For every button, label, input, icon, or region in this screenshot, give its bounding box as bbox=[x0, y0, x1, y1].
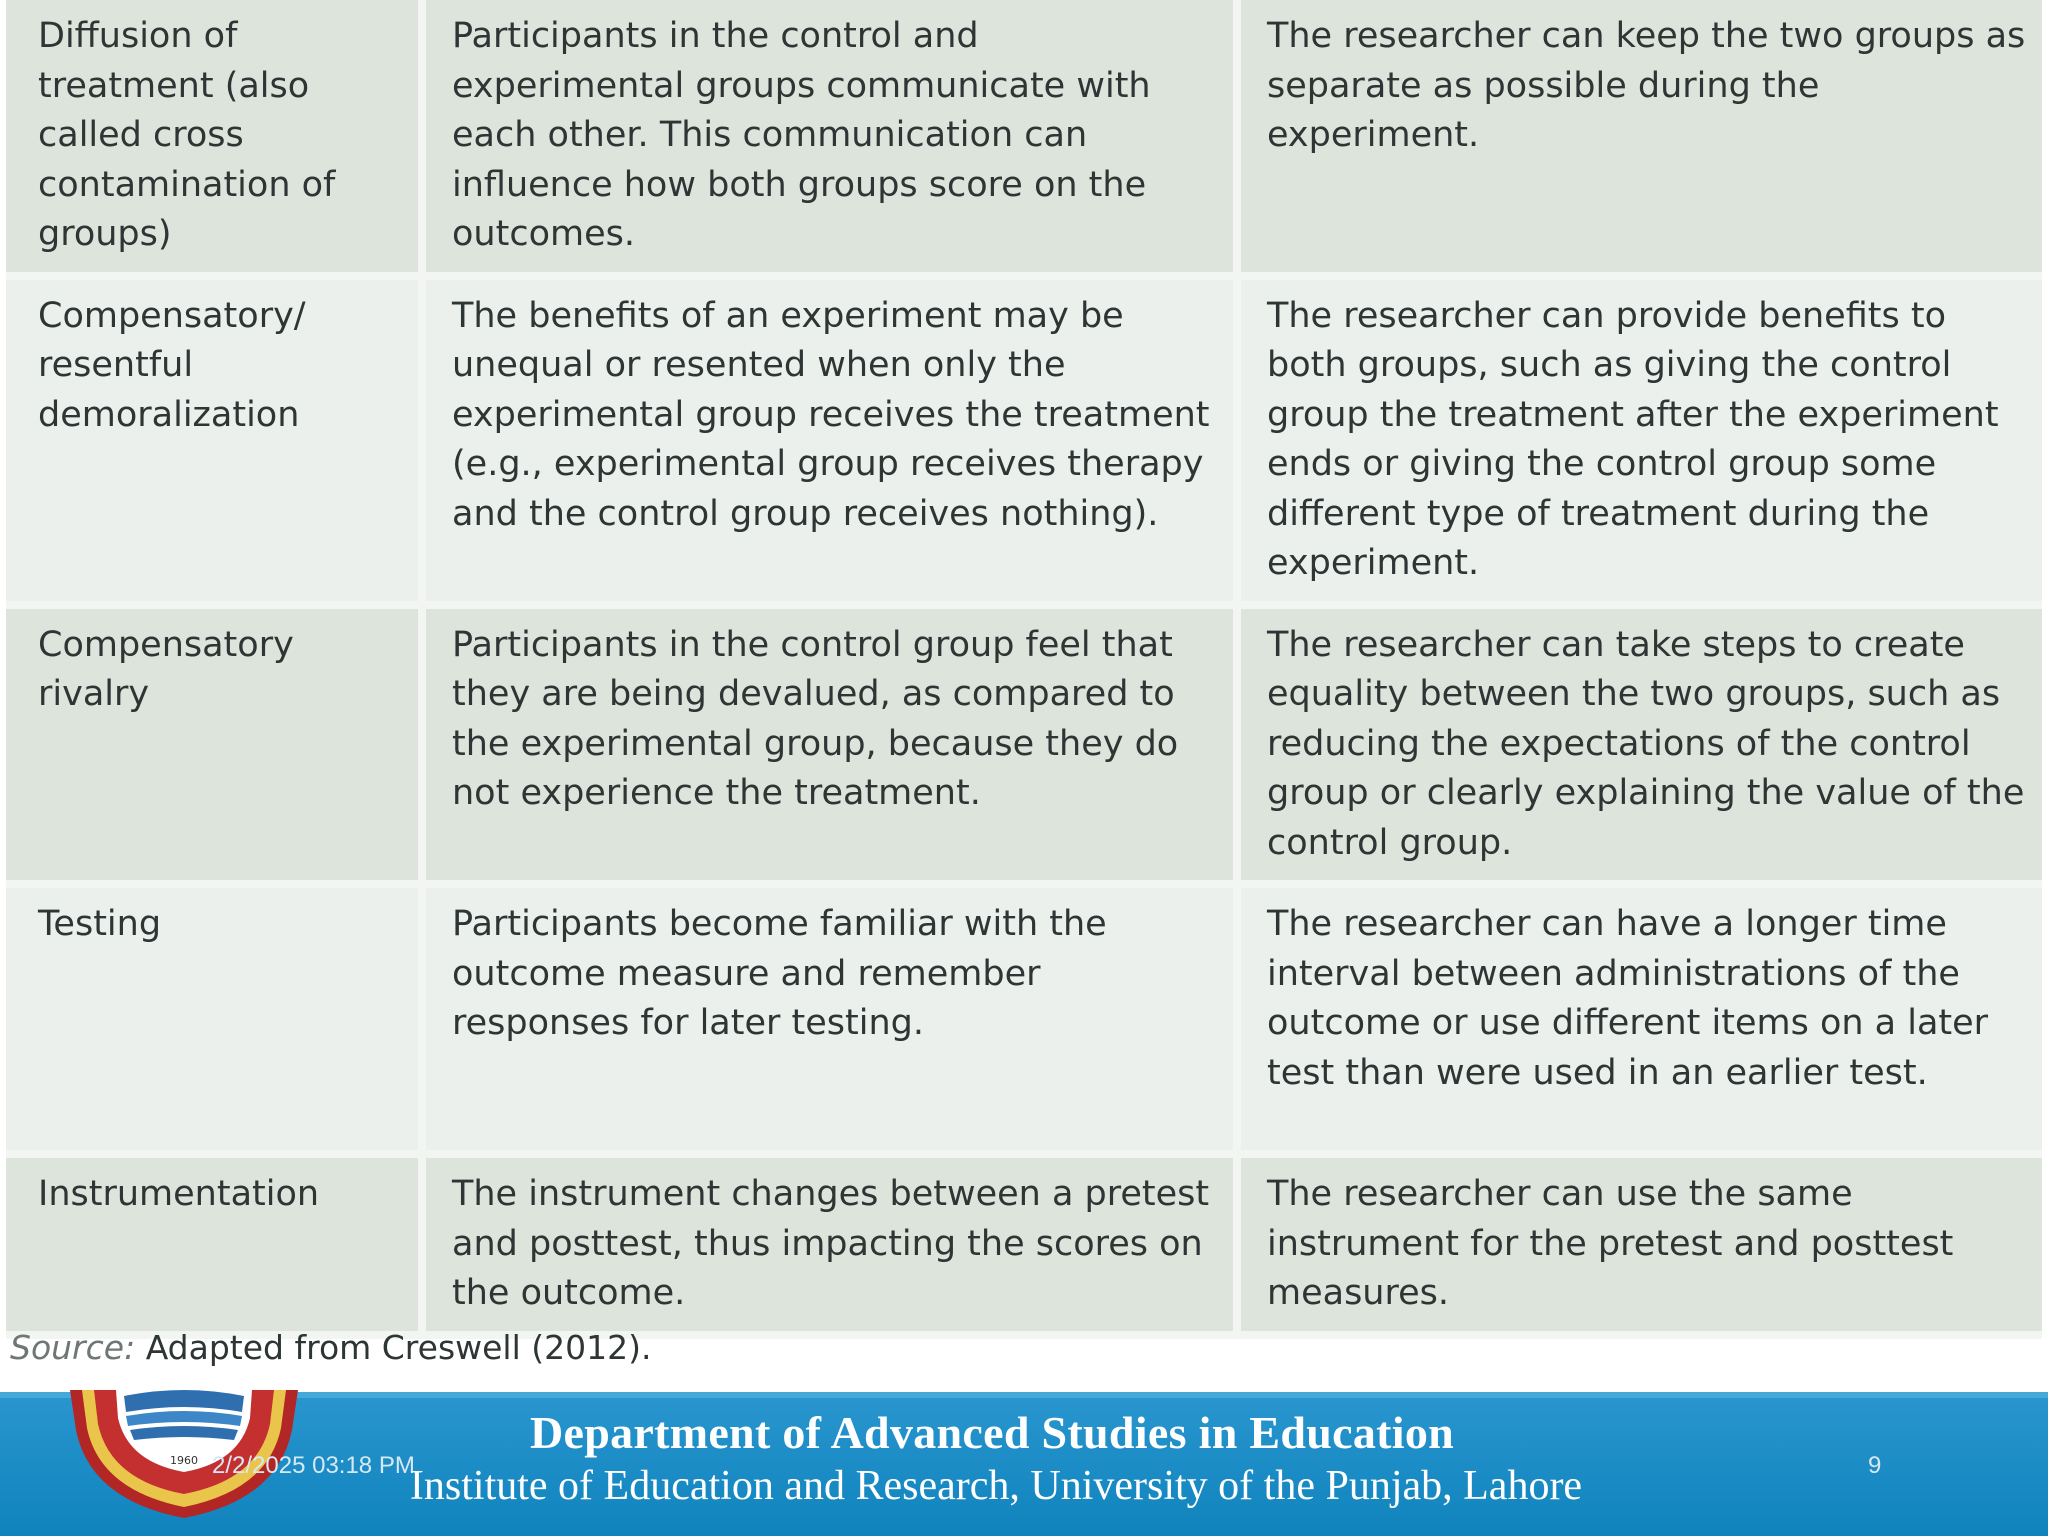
slide-date: 2/2/2025 03:18 PM bbox=[212, 1452, 415, 1479]
institute-name-text: Institute of Education and Research, University of the Punjab, Lahore bbox=[409, 1463, 1583, 1509]
department-title bbox=[0, 1406, 2048, 1459]
description-cell: The instrument changes between a pretest and posttest, thus impacting the scores on the outcome. bbox=[422, 1154, 1237, 1335]
table-row bbox=[6, 884, 2042, 1154]
response-cell: The researcher can provide benefits to both groups, such as giving the control group the treatment after the experiment ends or giving the control group some different type of treatment during the experiment. bbox=[1237, 276, 2042, 605]
source-citation bbox=[10, 1328, 651, 1367]
table-row bbox=[6, 0, 2042, 276]
threat-cell: Diffusion of treatment (also called cross contamination of groups) bbox=[6, 0, 422, 276]
source-text: Adapted from Creswell (2012). bbox=[145, 1328, 652, 1367]
seal-year: 1960 bbox=[170, 1454, 198, 1467]
description-cell: Participants become familiar with the outcome measure and remember responses for later testing. bbox=[422, 884, 1237, 1154]
table-row bbox=[6, 605, 2042, 885]
source-label: Source: bbox=[10, 1328, 136, 1367]
threats-table bbox=[6, 0, 2042, 1339]
response-cell: The researcher can have a longer time interval between administrations of the outcome or use different items on a later test than were used in an earlier test. bbox=[1237, 884, 2042, 1154]
description-cell: Participants in the control and experimental groups communicate with each other. This communication can influence how both groups score on the outcomes. bbox=[422, 0, 1237, 276]
table-row bbox=[6, 1154, 2042, 1335]
threat-cell: Compensatory rivalry bbox=[6, 605, 422, 885]
page-number: 9 bbox=[1868, 1452, 1882, 1479]
threat-cell: Compensatory/ resentful demoralization bbox=[6, 276, 422, 605]
response-cell: The researcher can take steps to create equality between the two groups, such as reducing the expectations of the control group or clearly explaining the value of the control group. bbox=[1237, 605, 2042, 885]
description-cell: Participants in the control group feel that they are being devalued, as compared to the experimental group, because they do not experience the treatment. bbox=[422, 605, 1237, 885]
response-cell: The researcher can keep the two groups as separate as possible during the experiment. bbox=[1237, 0, 2042, 276]
institute-name bbox=[0, 1462, 2048, 1510]
footer-top-band bbox=[0, 1392, 2048, 1398]
threat-cell: Testing bbox=[6, 884, 422, 1154]
threat-cell: Instrumentation bbox=[6, 1154, 422, 1335]
department-title-text: Department of Advanced Studies in Education bbox=[529, 1407, 1455, 1458]
response-cell: The researcher can use the same instrument for the pretest and posttest measures. bbox=[1237, 1154, 2042, 1335]
description-cell: The benefits of an experiment may be unequal or resented when only the experimental group receives the treatment (e.g., experimental group receives therapy and the control group receives nothing). bbox=[422, 276, 1237, 605]
table-row bbox=[6, 276, 2042, 605]
slide-footer bbox=[0, 1392, 2048, 1536]
